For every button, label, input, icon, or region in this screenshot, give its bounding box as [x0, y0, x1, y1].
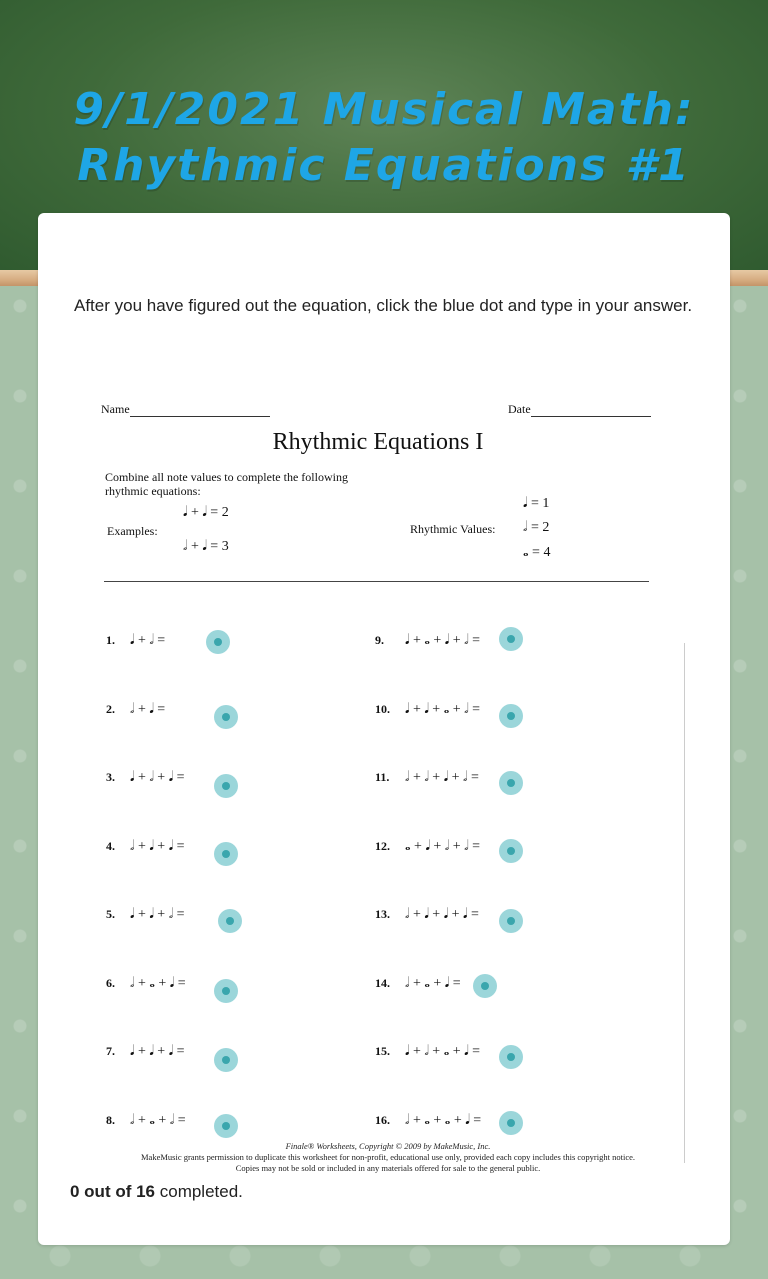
answer-dot-16[interactable] — [499, 1111, 523, 1135]
answer-dot-4[interactable] — [214, 842, 238, 866]
copyright-line-3: Copies may not be sold or included in any materials offered for sale to the general public. — [235, 1163, 541, 1173]
example-2: 𝅗𝅥 + 𝅘𝅥 = 3 — [183, 539, 229, 554]
example-1: 𝅘𝅥 + 𝅘𝅥 = 2 — [183, 505, 229, 520]
instructions-text: After you have figured out the equation, click the blue dot and type in your answer. — [74, 296, 693, 315]
answer-dot-8[interactable] — [214, 1114, 238, 1138]
problem-13 — [375, 907, 479, 923]
problem-number: 15. — [375, 1044, 390, 1058]
answer-dot-14[interactable] — [473, 974, 497, 998]
date-line — [531, 416, 651, 417]
answer-dot-2[interactable] — [214, 705, 238, 729]
problem-number: 9. — [375, 633, 384, 647]
problem-expression: 𝅘𝅥 + 𝅗𝅥 + 𝅝 + 𝅘𝅥 = — [405, 1044, 480, 1059]
answer-dot-15[interactable] — [499, 1045, 523, 1069]
rhythmic-values-label: Rhythmic Values: — [410, 522, 496, 536]
problem-3 — [106, 770, 185, 786]
answer-dot-13[interactable] — [499, 909, 523, 933]
date-label: Date — [508, 402, 531, 416]
problem-number: 8. — [106, 1112, 115, 1127]
answer-dot-9[interactable] — [499, 627, 523, 651]
problem-expression: 𝅗𝅥 + 𝅘𝅥 + 𝅘𝅥 = — [130, 838, 185, 854]
title-line-2: Rhythmic Equations #1 — [77, 140, 691, 191]
problem-number: 7. — [106, 1044, 115, 1058]
date-field — [508, 402, 651, 417]
problem-expression: 𝅘𝅥 + 𝅗𝅥 + 𝅘𝅥 = — [130, 770, 185, 785]
worksheet-edge-line — [684, 643, 685, 1163]
progress-status — [70, 1182, 243, 1202]
rhythmic-value-half: 𝅗𝅥 = 2 — [523, 520, 550, 535]
problem-expression: 𝅗𝅥 + 𝅘𝅥 + 𝅘𝅥 + 𝅘𝅥 = — [405, 907, 479, 922]
rhythmic-value-whole: 𝅝 = 4 — [523, 545, 551, 560]
title-line-1: 9/1/2021 Musical Math: — [73, 84, 695, 135]
copyright-line-1: Finale® Worksheets, Copyright © 2009 by MakeMusic, Inc. — [285, 1141, 491, 1151]
problem-expression: 𝅘𝅥 + 𝅗𝅥 = — [130, 633, 166, 648]
answer-dot-11[interactable] — [499, 771, 523, 795]
problem-expression: 𝅘𝅥 + 𝅘𝅥 + 𝅗𝅥 = — [130, 907, 185, 922]
problem-expression: 𝅗𝅥 + 𝅝 + 𝅗𝅥 = — [130, 1112, 186, 1128]
problem-9 — [375, 633, 480, 649]
problem-expression: 𝅗𝅥 + 𝅗𝅥 + 𝅘𝅥 + 𝅗𝅥 = — [405, 770, 479, 785]
progress-suffix: completed. — [155, 1182, 243, 1201]
answer-dot-5[interactable] — [218, 909, 242, 933]
worksheet-card — [38, 213, 730, 1245]
problem-number: 6. — [106, 975, 115, 990]
problem-12 — [375, 839, 480, 855]
problem-expression: 𝅘𝅥 + 𝅘𝅥 + 𝅘𝅥 = — [130, 1044, 185, 1059]
problem-number: 3. — [106, 770, 115, 784]
answer-dot-10[interactable] — [499, 704, 523, 728]
problem-1 — [106, 633, 165, 649]
progress-count: 0 out of 16 — [70, 1182, 156, 1201]
problem-8 — [106, 1113, 186, 1129]
problem-number: 13. — [375, 907, 390, 921]
problem-number: 14. — [375, 975, 390, 990]
examples-label: Examples: — [107, 524, 158, 538]
problem-number: 12. — [375, 838, 390, 853]
problem-number: 1. — [106, 633, 115, 647]
problem-14 — [375, 976, 461, 992]
problem-16 — [375, 1113, 481, 1129]
problem-number: 5. — [106, 907, 115, 921]
answer-dot-6[interactable] — [214, 979, 238, 1003]
worksheet-title: Rhythmic Equations I — [272, 429, 484, 455]
answer-dot-12[interactable] — [499, 839, 523, 863]
worksheet-divider — [104, 581, 649, 582]
problem-expression: 𝅝 + 𝅘𝅥 + 𝅗𝅥 + 𝅗𝅥 = — [405, 838, 480, 854]
answer-dot-3[interactable] — [214, 774, 238, 798]
name-field — [101, 402, 270, 417]
page-title — [0, 82, 768, 194]
problem-4 — [106, 839, 185, 855]
worksheet-image — [88, 393, 688, 1173]
problem-expression: 𝅘𝅥 + 𝅘𝅥 + 𝅝 + 𝅗𝅥 = — [405, 701, 480, 717]
name-label: Name — [101, 402, 130, 416]
answer-dot-1[interactable] — [206, 630, 230, 654]
problem-number: 4. — [106, 838, 115, 853]
problem-expression: 𝅗𝅥 + 𝅘𝅥 = — [130, 701, 166, 717]
problem-expression: 𝅘𝅥 + 𝅝 + 𝅘𝅥 + 𝅗𝅥 = — [405, 633, 480, 648]
problem-5 — [106, 907, 185, 923]
rhythmic-value-quarter: 𝅘𝅥 = 1 — [523, 496, 550, 511]
problem-expression: 𝅗𝅥 + 𝅝 + 𝅘𝅥 = — [405, 975, 461, 991]
problem-number: 16. — [375, 1112, 390, 1127]
worksheet-copyright — [88, 1141, 688, 1174]
answer-dot-7[interactable] — [214, 1048, 238, 1072]
problem-15 — [375, 1044, 480, 1060]
problem-number: 11. — [375, 770, 390, 784]
problem-11 — [375, 770, 479, 786]
problem-number: 10. — [375, 701, 390, 716]
problem-10 — [375, 702, 480, 718]
problem-number: 2. — [106, 701, 115, 716]
problem-6 — [106, 976, 186, 992]
problem-7 — [106, 1044, 185, 1060]
name-line — [130, 416, 270, 417]
problem-2 — [106, 702, 165, 718]
problem-expression: 𝅗𝅥 + 𝅝 + 𝅝 + 𝅘𝅥 = — [405, 1112, 482, 1128]
worksheet-intro: Combine all note values to complete the following rhythmic equations: — [105, 470, 348, 498]
copyright-line-2: MakeMusic grants permission to duplicate this worksheet for non-profit, educational use only, provided each copy includes this copyright notice. — [141, 1152, 635, 1162]
problem-expression: 𝅗𝅥 + 𝅝 + 𝅘𝅥 = — [130, 975, 186, 991]
